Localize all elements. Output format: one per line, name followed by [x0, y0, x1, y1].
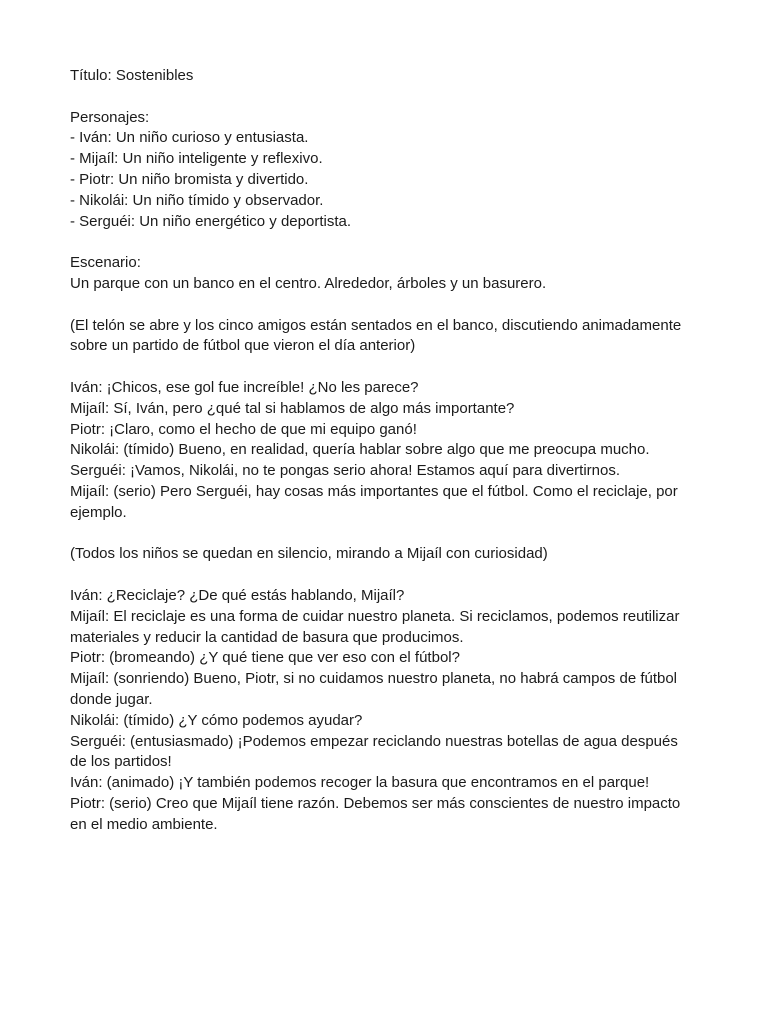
text-line: Mijaíl: Sí, Iván, pero ¿qué tal si hablamos de algo más importante?	[70, 399, 515, 417]
stage-direction-opening	[70, 316, 694, 358]
text-line: - Piotr: Un niño bromista y divertido.	[70, 170, 309, 188]
text-line: Piotr: (bromeando) ¿Y qué tiene que ver eso con el fútbol?	[70, 649, 460, 667]
text-line: - Iván: Un niño curioso y entusiasta.	[70, 129, 309, 147]
text-line: Piotr: (serio) Creo que Mijaíl tiene razón. Debemos ser más conscientes de nuestro impacto en el medio ambiente.	[70, 794, 685, 833]
title-block	[70, 66, 694, 87]
text-line: - Nikolái: Un niño tímido y observador.	[70, 191, 324, 209]
text-line: Serguéi: ¡Vamos, Nikolái, no te pongas serio ahora! Estamos aquí para divertirnos.	[70, 462, 621, 480]
dialogue-block-2	[70, 586, 694, 836]
text-line: - Serguéi: Un niño energético y deportista.	[70, 212, 351, 230]
text-line: Título: Sostenibles	[70, 67, 194, 84]
text-line: Piotr: ¡Claro, como el hecho de que mi equipo ganó!	[70, 420, 417, 438]
dialogue-block-1	[70, 378, 694, 524]
text-line: (Todos los niños se quedan en silencio, mirando a Mijaíl con curiosidad)	[70, 545, 548, 563]
text-line: (El telón se abre y los cinco amigos están sentados en el banco, discutiendo animadamente sobre un partido de fútbol que vieron el día anterior)	[70, 316, 686, 355]
stage-direction-silence	[70, 544, 694, 565]
text-line: Mijaíl: (serio) Pero Serguéi, hay cosas más importantes que el fútbol. Como el reciclaje, por ejemplo.	[70, 482, 682, 521]
document-text-body	[70, 66, 694, 835]
setting-block	[70, 253, 694, 295]
text-line: Serguéi: (entusiasmado) ¡Podemos empezar reciclando nuestras botellas de agua después de los partidos!	[70, 732, 683, 771]
text-line: Iván: ¡Chicos, ese gol fue increíble! ¿No les parece?	[70, 378, 419, 396]
characters-block	[70, 108, 694, 233]
text-line: Mijaíl: (sonriendo) Bueno, Piotr, si no cuidamos nuestro planeta, no habrá campos de fútbol donde jugar.	[70, 670, 682, 708]
text-line: Nikolái: (tímido) Bueno, en realidad, quería hablar sobre algo que me preocupa mucho.	[70, 441, 650, 459]
text-line: - Mijaíl: Un niño inteligente y reflexivo.	[70, 150, 323, 168]
text-line: Iván: ¿Reciclaje? ¿De qué estás hablando, Mijaíl?	[70, 586, 405, 604]
text-line: Mijaíl: El reciclaje es una forma de cuidar nuestro planeta. Si reciclamos, podemos reutilizar materiales y reducir la cantidad de basura que producimos.	[70, 607, 684, 646]
text-line: Un parque con un banco en el centro. Alrededor, árboles y un basurero.	[70, 274, 547, 292]
text-line: Escenario:	[70, 254, 141, 272]
text-line: Nikolái: (tímido) ¿Y cómo podemos ayudar?	[70, 711, 363, 729]
text-line: Iván: (animado) ¡Y también podemos recoger la basura que encontramos en el parque!	[70, 774, 650, 792]
text-line: Personajes:	[70, 108, 150, 126]
